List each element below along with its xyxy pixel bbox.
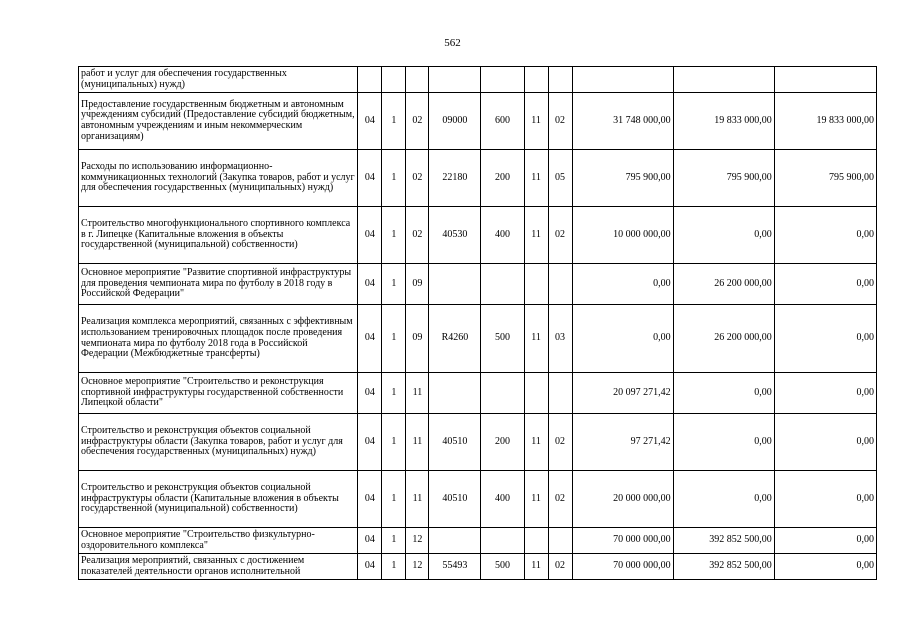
amount-year-3: 0,00 xyxy=(774,414,876,471)
code-target: R4260 xyxy=(429,305,481,373)
amount-year-1: 97 271,42 xyxy=(572,414,673,471)
code-section: 04 xyxy=(358,207,382,264)
code-expense-type: 500 xyxy=(481,554,524,580)
amount-year-1: 10 000 000,00 xyxy=(572,207,673,264)
code-section: 04 xyxy=(358,93,382,150)
code-subprogram: 12 xyxy=(406,528,429,554)
row-description: работ и услуг для обеспечения государственных (муниципальных) нужд) xyxy=(79,67,358,93)
amount-year-3: 795 900,00 xyxy=(774,150,876,207)
table-row xyxy=(79,67,877,93)
amount-year-2: 0,00 xyxy=(673,471,774,528)
amount-year-3: 0,00 xyxy=(774,528,876,554)
code-section xyxy=(358,67,382,93)
code-target: 40510 xyxy=(429,414,481,471)
code-target: 40510 xyxy=(429,471,481,528)
amount-year-2: 0,00 xyxy=(673,414,774,471)
row-description: Строительство многофункционального спортивного комплекса в г. Липецке (Капитальные вложения в объекты государственной (муниципальной) собственности) xyxy=(79,207,358,264)
code-section: 04 xyxy=(358,471,382,528)
code-expense-type xyxy=(481,373,524,414)
code-expense-type xyxy=(481,528,524,554)
row-description: Основное мероприятие "Строительство физкультурно-оздоровительного комплекса" xyxy=(79,528,358,554)
amount-year-1: 70 000 000,00 xyxy=(572,528,673,554)
amount-year-2: 19 833 000,00 xyxy=(673,93,774,150)
code-program: 1 xyxy=(382,93,406,150)
table-row xyxy=(79,554,877,580)
code-subchapter xyxy=(548,373,572,414)
table-row xyxy=(79,305,877,373)
code-subprogram xyxy=(406,67,429,93)
table-row xyxy=(79,264,877,305)
code-expense-type: 200 xyxy=(481,150,524,207)
code-subchapter: 02 xyxy=(548,471,572,528)
code-chapter: 11 xyxy=(524,471,548,528)
table-row xyxy=(79,150,877,207)
code-subprogram: 02 xyxy=(406,93,429,150)
code-program: 1 xyxy=(382,207,406,264)
code-subchapter: 02 xyxy=(548,93,572,150)
code-subprogram: 11 xyxy=(406,373,429,414)
code-chapter: 11 xyxy=(524,150,548,207)
code-program: 1 xyxy=(382,373,406,414)
code-program: 1 xyxy=(382,471,406,528)
code-section: 04 xyxy=(358,373,382,414)
code-subchapter: 03 xyxy=(548,305,572,373)
code-chapter: 11 xyxy=(524,207,548,264)
row-description: Основное мероприятие "Развитие спортивной инфраструктуры для проведения чемпионата мира по футболу в 2018 году в Российской Федерации" xyxy=(79,264,358,305)
code-subprogram: 02 xyxy=(406,150,429,207)
code-program: 1 xyxy=(382,414,406,471)
code-expense-type xyxy=(481,264,524,305)
code-subchapter xyxy=(548,528,572,554)
code-section: 04 xyxy=(358,305,382,373)
table-row xyxy=(79,207,877,264)
code-section: 04 xyxy=(358,528,382,554)
amount-year-3: 0,00 xyxy=(774,554,876,580)
code-subchapter: 02 xyxy=(548,414,572,471)
row-description: Реализация комплекса мероприятий, связанных с эффективным использованием тренировочных площадок после проведения чемпионата мира по футболу 2018 года в Российской Федерации (Межбюджетные трансферты) xyxy=(79,305,358,373)
row-description: Предоставление государственным бюджетным и автономным учреждениям субсидий (Предоставление субсидий бюджетным, автономным учреждениям и иным некоммерческим организациям) xyxy=(79,93,358,150)
code-chapter: 11 xyxy=(524,93,548,150)
table-row xyxy=(79,414,877,471)
row-description: Строительство и реконструкция объектов социальной инфраструктуры области (Закупка товаров, работ и услуг для обеспечения государственных (муниципальных) нужд) xyxy=(79,414,358,471)
code-chapter: 11 xyxy=(524,305,548,373)
table-row xyxy=(79,528,877,554)
amount-year-3: 0,00 xyxy=(774,471,876,528)
code-chapter xyxy=(524,373,548,414)
amount-year-3: 19 833 000,00 xyxy=(774,93,876,150)
code-expense-type xyxy=(481,67,524,93)
code-target xyxy=(429,264,481,305)
code-program: 1 xyxy=(382,305,406,373)
code-subprogram: 12 xyxy=(406,554,429,580)
code-target xyxy=(429,67,481,93)
code-target xyxy=(429,528,481,554)
code-program xyxy=(382,67,406,93)
amount-year-1: 70 000 000,00 xyxy=(572,554,673,580)
amount-year-3 xyxy=(774,67,876,93)
code-target: 09000 xyxy=(429,93,481,150)
amount-year-1: 31 748 000,00 xyxy=(572,93,673,150)
amount-year-3: 0,00 xyxy=(774,305,876,373)
code-program: 1 xyxy=(382,528,406,554)
amount-year-1: 0,00 xyxy=(572,264,673,305)
code-chapter xyxy=(524,528,548,554)
code-subchapter: 02 xyxy=(548,207,572,264)
code-subprogram: 11 xyxy=(406,414,429,471)
amount-year-1: 20 097 271,42 xyxy=(572,373,673,414)
code-subchapter xyxy=(548,264,572,305)
code-target: 55493 xyxy=(429,554,481,580)
code-chapter: 11 xyxy=(524,554,548,580)
code-subprogram: 11 xyxy=(406,471,429,528)
amount-year-2: 392 852 500,00 xyxy=(673,528,774,554)
amount-year-2: 26 200 000,00 xyxy=(673,305,774,373)
code-section: 04 xyxy=(358,554,382,580)
code-program: 1 xyxy=(382,554,406,580)
code-target xyxy=(429,373,481,414)
amount-year-1: 20 000 000,00 xyxy=(572,471,673,528)
code-program: 1 xyxy=(382,150,406,207)
table-row xyxy=(79,93,877,150)
amount-year-3: 0,00 xyxy=(774,373,876,414)
table-row xyxy=(79,471,877,528)
row-description: Строительство и реконструкция объектов социальной инфраструктуры области (Капитальные вложения в объекты государственной (муниципальной) собственности) xyxy=(79,471,358,528)
amount-year-3: 0,00 xyxy=(774,207,876,264)
code-expense-type: 400 xyxy=(481,207,524,264)
code-program: 1 xyxy=(382,264,406,305)
code-target: 40530 xyxy=(429,207,481,264)
code-section: 04 xyxy=(358,264,382,305)
code-target: 22180 xyxy=(429,150,481,207)
row-description: Основное мероприятие "Строительство и реконструкция спортивной инфраструктуры государственной собственности Липецкой области" xyxy=(79,373,358,414)
amount-year-2: 392 852 500,00 xyxy=(673,554,774,580)
amount-year-2: 26 200 000,00 xyxy=(673,264,774,305)
amount-year-2: 0,00 xyxy=(673,207,774,264)
code-expense-type: 200 xyxy=(481,414,524,471)
code-subprogram: 09 xyxy=(406,305,429,373)
code-subprogram: 02 xyxy=(406,207,429,264)
amount-year-3: 0,00 xyxy=(774,264,876,305)
code-chapter: 11 xyxy=(524,414,548,471)
code-expense-type: 400 xyxy=(481,471,524,528)
code-expense-type: 600 xyxy=(481,93,524,150)
page-number: 562 xyxy=(444,37,461,49)
code-expense-type: 500 xyxy=(481,305,524,373)
amount-year-1: 0,00 xyxy=(572,305,673,373)
code-chapter xyxy=(524,264,548,305)
row-description: Расходы по использованию информационно-коммуникационных технологий (Закупка товаров, работ и услуг для обеспечения государственных (муниципальных) нужд) xyxy=(79,150,358,207)
code-subchapter: 05 xyxy=(548,150,572,207)
amount-year-2: 795 900,00 xyxy=(673,150,774,207)
row-description: Реализация мероприятий, связанных с достижением показателей деятельности органов исполнительной xyxy=(79,554,358,580)
code-section: 04 xyxy=(358,414,382,471)
table-row xyxy=(79,373,877,414)
amount-year-1 xyxy=(572,67,673,93)
code-subprogram: 09 xyxy=(406,264,429,305)
budget-table xyxy=(78,66,877,580)
amount-year-2 xyxy=(673,67,774,93)
code-chapter xyxy=(524,67,548,93)
amount-year-2: 0,00 xyxy=(673,373,774,414)
amount-year-1: 795 900,00 xyxy=(572,150,673,207)
code-subchapter xyxy=(548,67,572,93)
code-subchapter: 02 xyxy=(548,554,572,580)
code-section: 04 xyxy=(358,150,382,207)
